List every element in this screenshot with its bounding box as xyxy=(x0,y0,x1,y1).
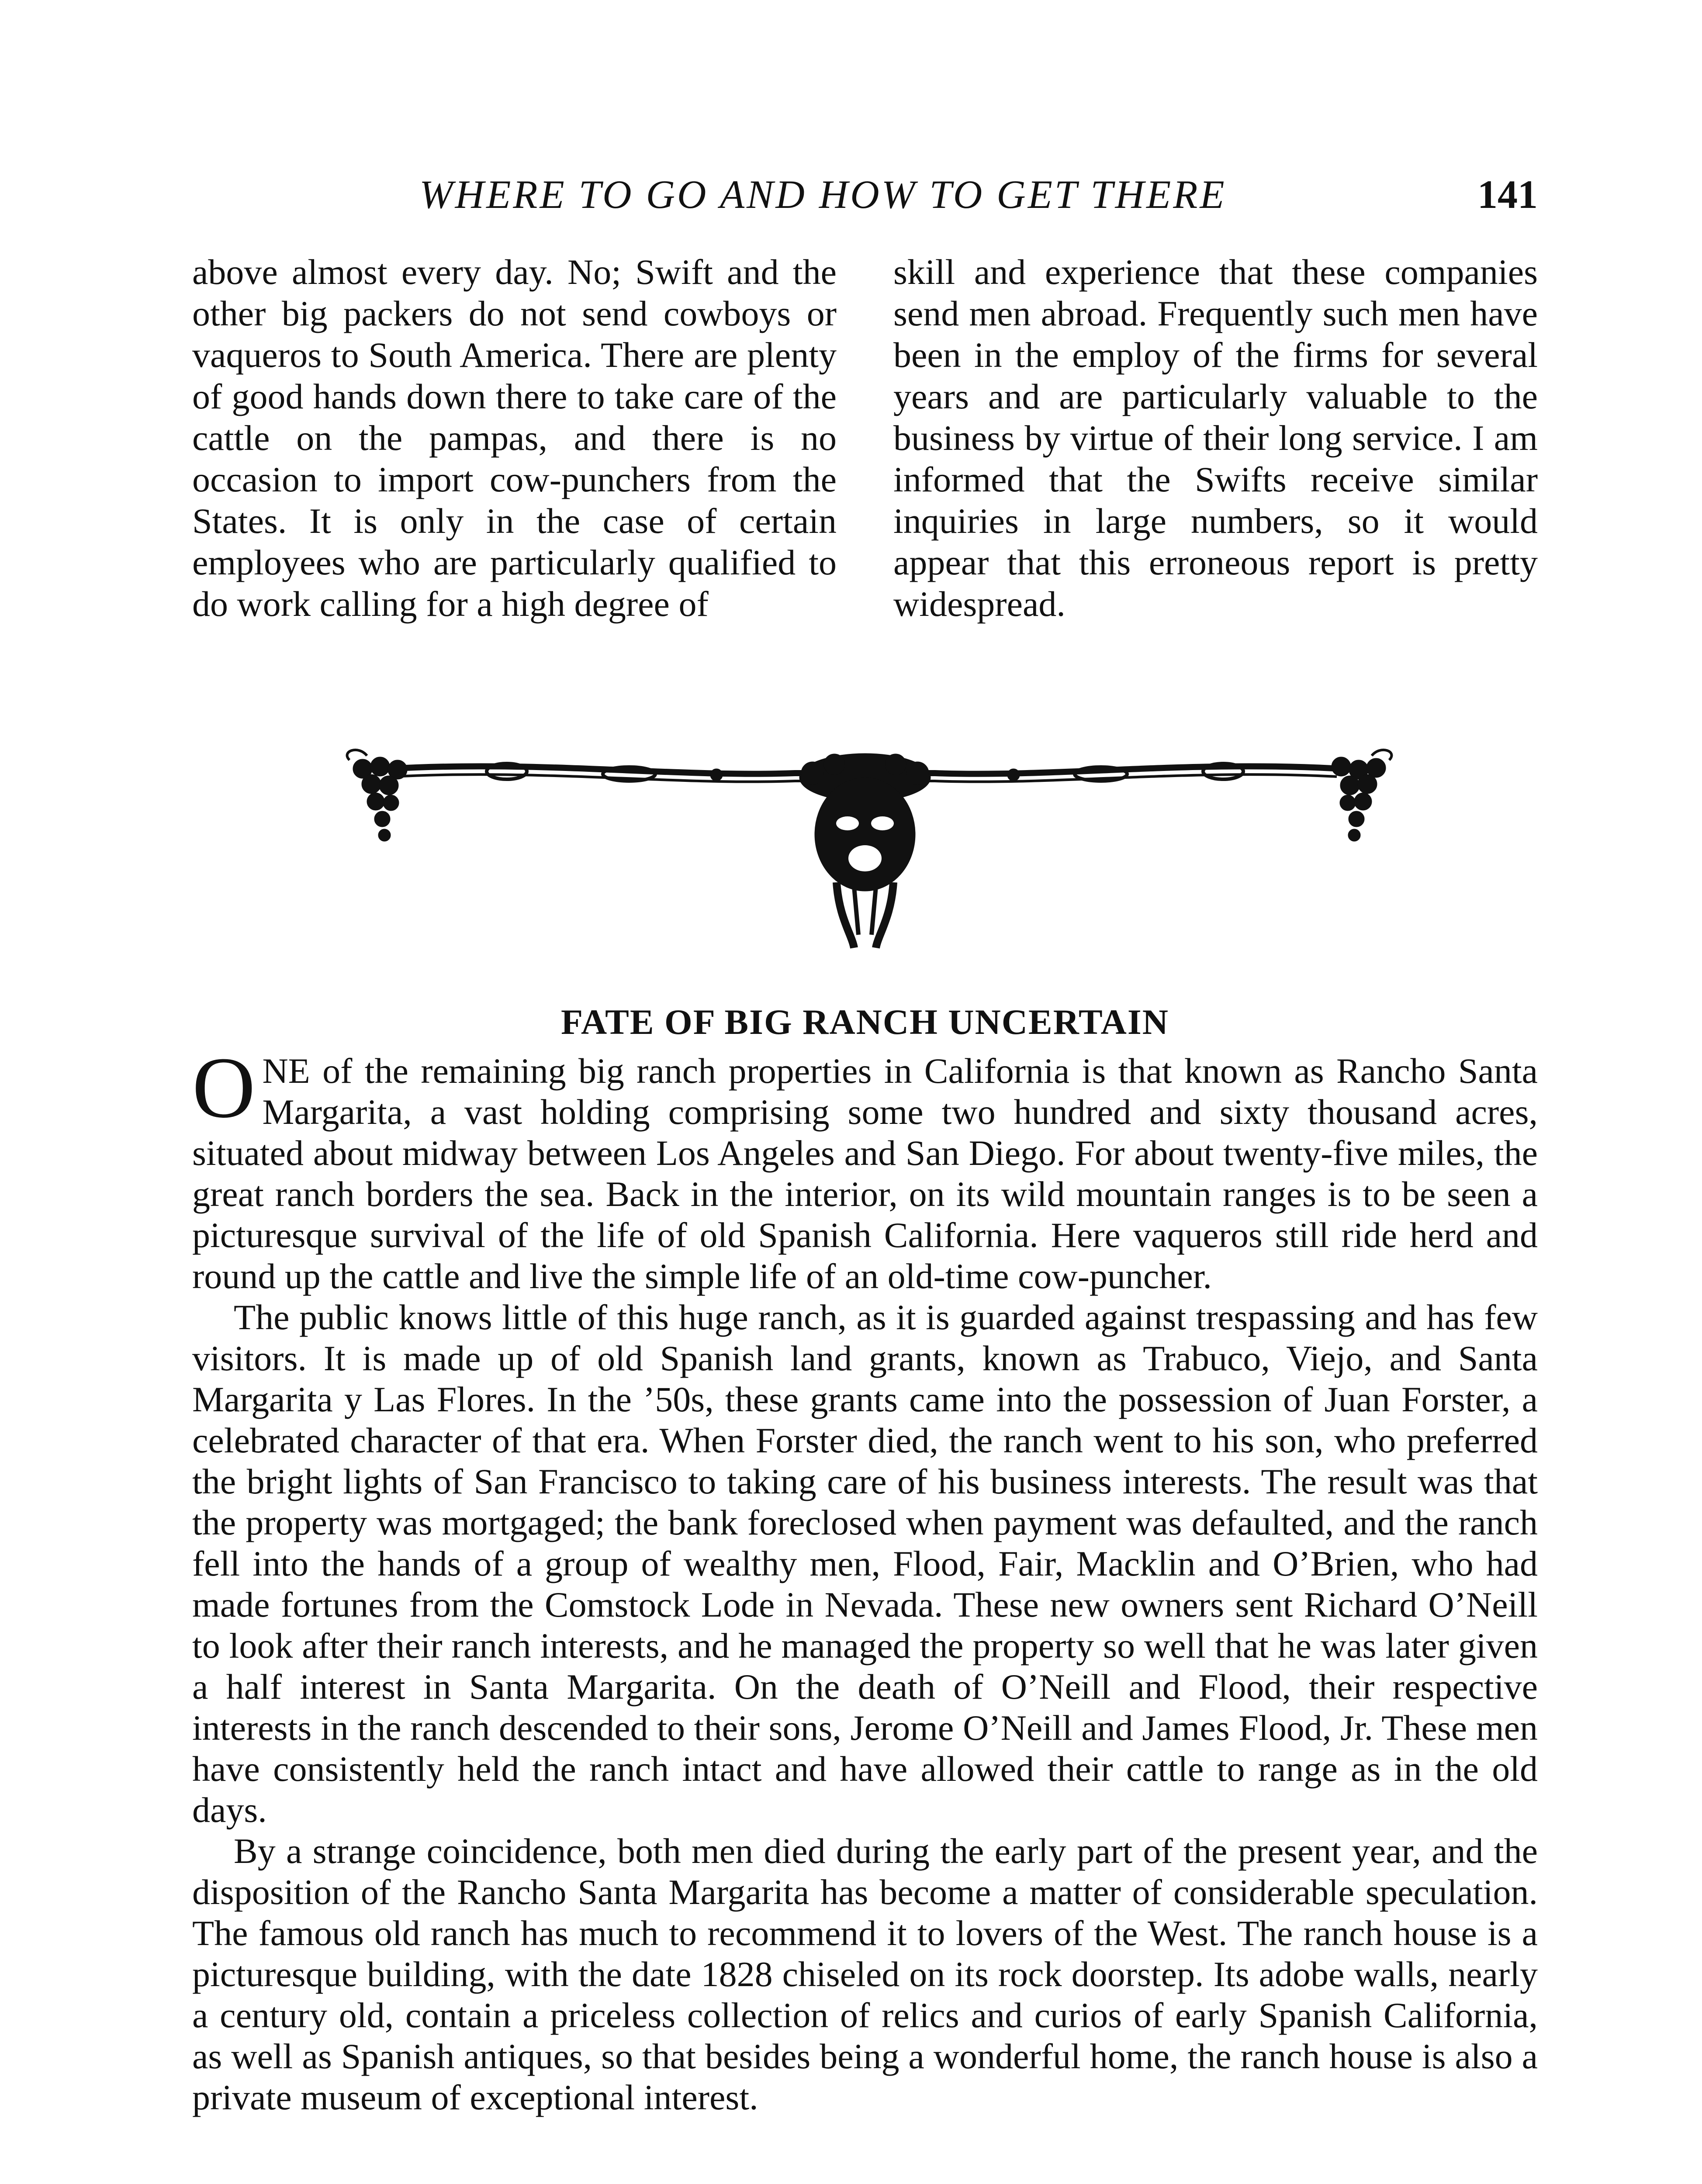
drop-cap: O xyxy=(192,1040,256,1136)
article-paragraph xyxy=(192,1040,1538,1297)
article-paragraph: The public knows little of this huge ranch, as it is guarded against trespassing and has few visitors. It is made up of old Spanish land grants, known as Trabuco, Viejo, and Santa Margarita y Las Flores. In the ’50s, these grants came into the possession of Juan Forster, a celebrated character of that era. When Forster died, the ranch went to his son, who preferred the bright lights of San Francisco to taking care of his business interests. The result was that the property was mortgaged; the bank foreclosed when payment was defaulted, and the ranch fell into the hands of a group of wealthy men, Flood, Fair, Macklin and O’Brien, who had made fortunes from the Comstock Lode in Nevada. These new owners sent Richard O’Neill to look after their ranch interests, and he managed the property so well that he was later given a half interest in Santa Margarita. On the death of O’Neill and Flood, their respective interests in the ranch descended to their sons, Jerome O’Neill and James Flood, Jr. These men have consistently held the ranch intact and have allowed their cattle to range as in the old days. xyxy=(192,1297,1538,1830)
running-title: WHERE TO GO AND HOW TO GET THERE xyxy=(419,172,1227,217)
continued-text-columns xyxy=(192,251,1538,670)
article-title: FATE OF BIG RANCH UNCERTAIN xyxy=(560,1002,1169,1042)
left-column-text: above almost every day. No; Swift and the other big packers do not send cowboys or vaqueros to South America. There are plenty of good hands down there to take care of the cattle on the pampas, and there is no occasion to import cow-punchers from the States. It is only in the case of certain employees who are particularly qualified to do work calling for a high degree of xyxy=(192,252,837,624)
right-column-text: skill and experience that these companies send men abroad. Frequently such men have been in the employ of the firms for several years and are particularly valuable to the business by virtue of their long service. I am informed that the Swifts receive similar inquiries in large numbers, so it would appear that this erroneous report is pretty widespread. xyxy=(893,252,1538,624)
article-paragraph-text: NE of the remaining big ranch properties in California is that known as Rancho Santa Margarita, a vast holding comprising some two hundred and sixty thousand acres, situated about midway between Los Angeles and San Diego. For about twenty-five miles, the great ranch borders the sea. Back in the interior, on its wild mountain ranges is to be seen a picturesque survival of the life of old Spanish California. Here vaqueros still ride herd and round up the cattle and live the simple life of an old-time cow-puncher. xyxy=(192,1051,1538,1296)
running-head xyxy=(192,170,1538,218)
article-body xyxy=(192,1040,1538,2118)
grape-vine-satyr-mask-ornament-icon xyxy=(323,743,1407,952)
article-paragraph: By a strange coincidence, both men died during the early part of the present year, and the disposition of the Rancho Santa Margarita has become a matter of considerable speculation. The famous old ranch has much to recommend it to lovers of the West. The ranch house is a picturesque building, with the date 1828 chiseled on its rock doorstep. Its adobe walls, nearly a century old, contain a priceless collection of relics and curios of early Spanish California, as well as Spanish antiques, so that besides being a wonderful home, the ranch house is also a private museum of exceptional interest. xyxy=(192,1831,1538,2117)
page-number: 141 xyxy=(1477,172,1538,217)
